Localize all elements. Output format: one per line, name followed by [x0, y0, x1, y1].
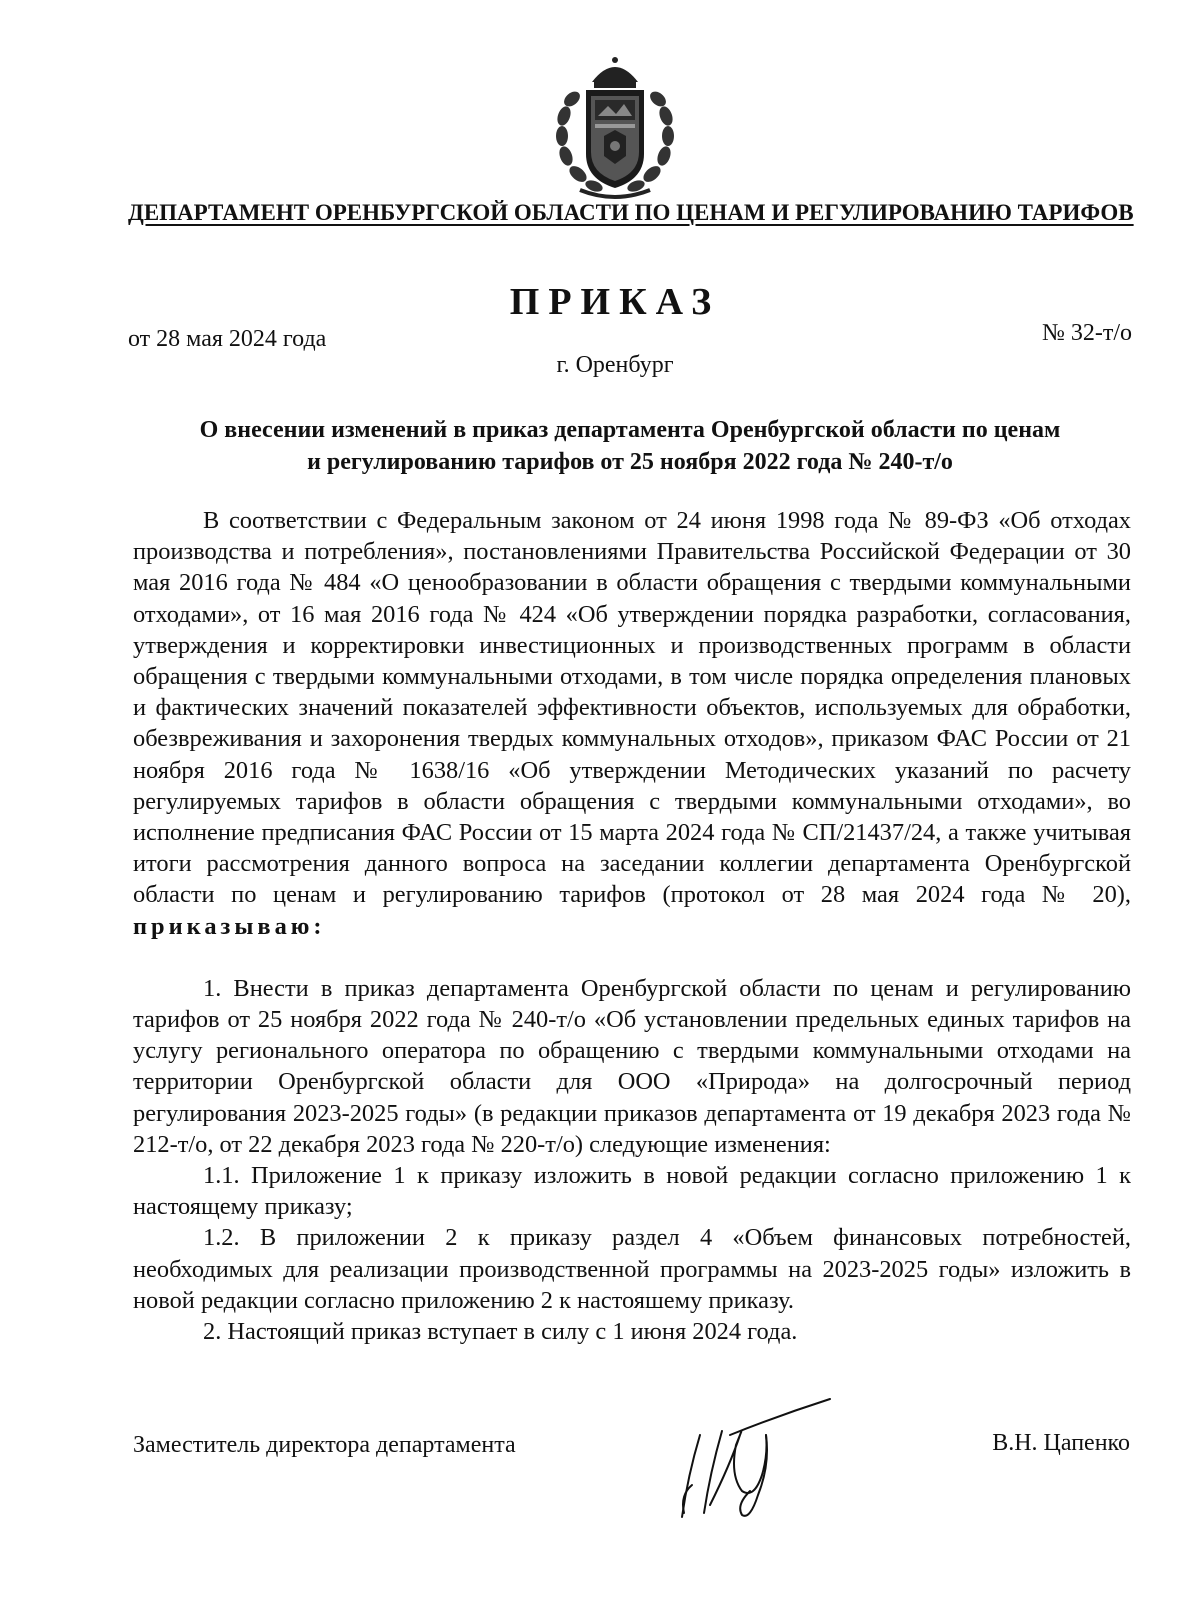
order-city: г. Оренбург	[556, 352, 674, 378]
item-1-1-paragraph: 1.1. Приложение 1 к приказу изложить в новой редакции согласно приложению 1 к настоящему приказу;	[133, 1162, 1131, 1221]
subject-line-1: О внесении изменений в приказ департамента Оренбургской области по ценам	[199, 417, 1061, 443]
subject-line-2: и регулированию тарифов от 25 ноября 2022 года № 240-т/о	[307, 449, 953, 475]
item-2-paragraph: 2. Настоящий приказ вступает в силу с 1 июня 2024 года.	[203, 1318, 798, 1346]
order-word: приказываю:	[133, 912, 326, 940]
coat-of-arms-icon	[550, 54, 680, 204]
order-date: от 28 мая 2024 года	[128, 326, 327, 352]
item-1-paragraph: 1. Внести в приказ департамента Оренбургской области по ценам и регулированию тарифов от 25 ноября 2022 года № 240-т/о «Об установлении предельных единых тарифов на услугу регионального оператора по обращению с твердыми коммунальными отходами на территории Оренбургской области для ООО «Природа» на долгосрочный период регулирования 2023-2025 годы» (в редакции приказов департамента от 19 декабря 2023 года № 212-т/о, от 22 декабря 2023 года № 220-т/о) следующие изменения:	[133, 974, 1131, 1158]
preamble-paragraph	[133, 505, 1131, 942]
handwritten-signature-icon	[670, 1395, 840, 1525]
order-title: ПРИКАЗ	[509, 281, 721, 323]
item-1-2-paragraph: 1.2. В приложении 2 к приказу раздел 4 «Объем финансовых потребностей, необходимых для реализации производственной программы на 2023-2025 годы» изложить в новой редакции согласно приложению 2 к настояшему приказу.	[133, 1224, 1131, 1314]
order-body	[133, 505, 1131, 1347]
department-header: ДЕПАРТАМЕНТ ОРЕНБУРГСКОЙ ОБЛАСТИ ПО ЦЕНАМ И РЕГУЛИРОВАНИЮ ТАРИФОВ	[128, 200, 1134, 225]
signer-position: Заместитель директора департамента	[133, 1432, 516, 1458]
order-number: № 32-т/о	[1041, 320, 1132, 346]
preamble-text: В соответствии с Федеральным законом от 24 июня 1998 года № 89-ФЗ «Об отходах производства и потребления», постановлениями Правительства Российской Федерации от 30 мая 2016 года № 484 «О ценообразовании в области обращения с твердыми коммунальными отходами», от 16 мая 2016 года № 424 «Об утверждении порядка разработки, согласования, утверждения и корректировки инвестиционных и производственных программ в области обращения с твердыми коммунальными отходами, в том числе порядка определения плановых и фактических значений показателей эффективности объектов, используемых для обработки, обезвреживания и захоронения твердых коммунальных отходов», приказом ФАС России от 21 ноября 2016 года № 1638/16 «Об утверждении Методических указаний по расчету регулируемых тарифов в области обращения с твердыми коммунальными отходами», во исполнение предписания ФАС России от 15 марта 2024 года № СП/21437/24, а также учитывая итоги рассмотрения данного вопроса на заседании коллегии департамента Оренбургской области по ценам и регулированию тарифов (протокол от 28 мая 2024 года № 20),	[133, 507, 1131, 909]
order-subject	[128, 414, 1132, 478]
signer-name: В.Н. Цапенко	[992, 1430, 1130, 1456]
